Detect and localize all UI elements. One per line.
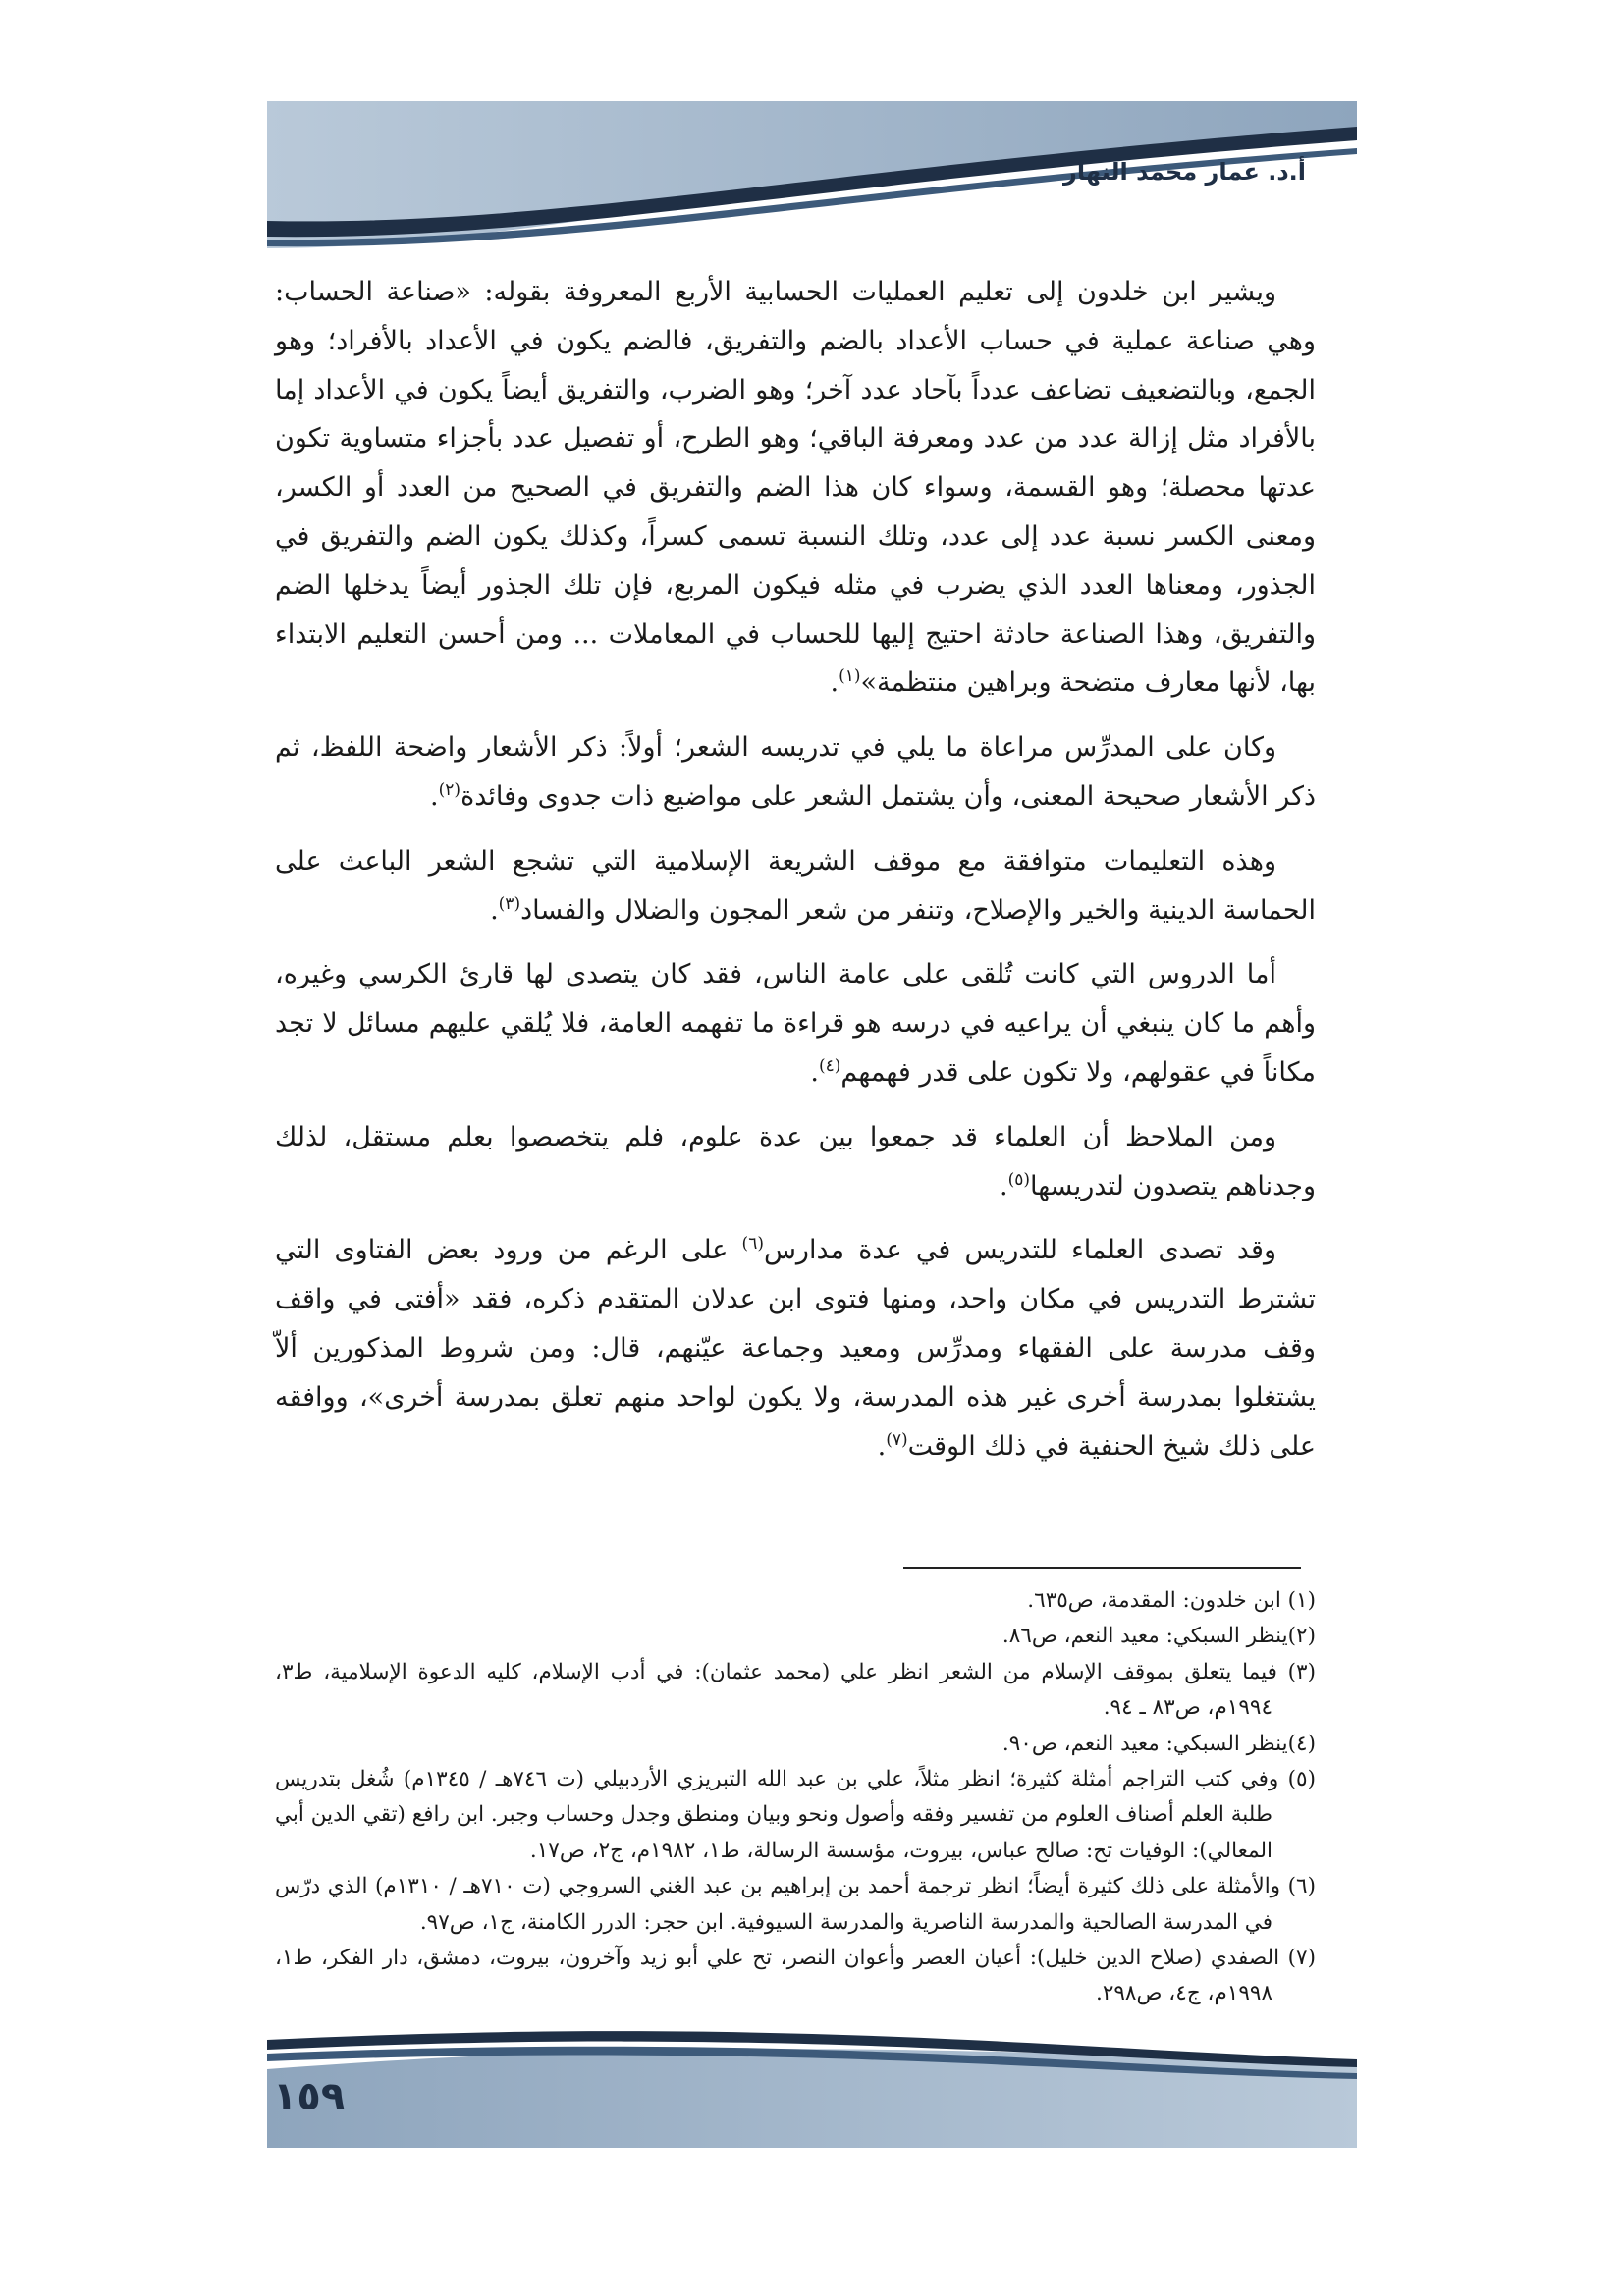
footnote: (٣) فيما يتعلق بموقف الإسلام من الشعر انظر علي (محمد عثمان): في أدب الإسلام، كليه الدعوة الإسلامية، ط٣، ١٩٩٤م، ص٨٣ ـ ٩٤. <box>275 1659 1316 1721</box>
footer-band <box>267 2020 1357 2148</box>
author-name: أ.د. عمار محمد النهار <box>1063 158 1306 186</box>
footnote-ref[interactable]: (٥) <box>1007 1169 1030 1190</box>
footnote: (٢)ينظر السبكي: معيد النعم، ص٨٦. <box>1001 1624 1316 1649</box>
footnote-ref[interactable]: (١) <box>839 667 861 687</box>
footer-wave-decoration <box>267 2020 1357 2148</box>
paragraph-text: ويشير ابن خلدون إلى تعليم العمليات الحسابية الأربع المعروفة بقوله: «صناعة الحساب: وهي صناعة عملية في حساب الأعداد بالضم والتفريق، فالضم يكون في الأعداد بالأفراد؛ وهو الجمع، وبالتضعيف تضاعف عدداً بآحاد عدد آخر؛ وهو الضرب، والتفريق أيضاً يكون في الأعداد إما بالأفراد مثل إزالة عدد من عدد ومعرفة الباقي؛ وهو الطرح، أو تفصيل عدد بأجزاء متساوية تكون عدتها محصلة؛ وهو القسمة، وسواء كان هذا الضم والتفريق في الصحيح من العدد أو الكسر، ومعنى الكسر نسبة عدد إلى عدد، وتلك النسبة تسمى كسراً، وكذلك يكون الضم والتفريق في الجذور، ومعناها العدد الذي يضرب في مثله فيكون المربع، فإن تلك الجذور أيضاً يدخلها الضم والتفريق، وهذا الصناعة حادثة احتيج إليها للحساب في المعاملات ... ومن أحسن التعليم الابتداء بها، لأنها معارف متضحة وبراهين منتظمة» <box>275 277 1317 699</box>
footnote-separator <box>903 1567 1301 1569</box>
paragraph <box>275 268 1316 708</box>
footnote: (٦) والأمثلة على ذلك كثيرة أيضاً؛ انظر ترجمة أحمد بن إبراهيم بن عبد الغني السروجي (ت ٧١٠هـ / ١٣١٠م) الذي درّس في المدرسة الصالحية والمدرسة الناصرية والمدرسة السيوفية. ابن حجر: الدرر الكامنة، ج١، ص٩٧. <box>275 1874 1316 1935</box>
paragraph-text: وهذه التعليمات متوافقة مع موقف الشريعة الإسلامية التي تشجع الشعر الباعث على الحماسة الدينية والخير والإصلاح، وتنفر من شعر المجون والضلال والفساد <box>275 845 1316 926</box>
paragraph-text: وكان على المدرِّس مراعاة ما يلي في تدريسه الشعر؛ أولاً: ذكر الأشعار واضحة اللفظ، ثم ذكر الأشعار صحيحة المعنى، وأن يشتمل الشعر على مواضيع ذات جدوى وفائدة <box>275 732 1316 812</box>
footnote-ref[interactable]: (٧) <box>886 1429 908 1450</box>
paragraph-end: . <box>877 1430 887 1462</box>
paragraph-text: على الرغم من ورود بعض الفتاوى التي تشترط التدريس في مكان واحد، ومنها فتوى ابن عدلان المتقدم ذكره، فقد «أفتى في واقف وقف مدرسة على الفقهاء ومدرِّس ومعيد وجماعة عيّنهم، قال: ومن شروط المذكورين ألاّ يشتغلوا بمدرسة أخرى غير هذه المدرسة، ولا يكون لواحد منهم تعلق بمدرسة أخرى»، ووافقه على ذلك شيخ الحنفية في ذلك الوقت <box>275 1235 1316 1462</box>
paragraph-text: وقد تصدى العلماء للتدريس في عدة مدارس <box>763 1235 1276 1266</box>
paragraph <box>275 1226 1316 1470</box>
paragraph <box>275 1113 1316 1211</box>
body-text <box>275 268 1316 1486</box>
footnote-ref[interactable]: (٣) <box>498 893 521 914</box>
header-band <box>267 101 1357 253</box>
paragraph-end: . <box>430 780 439 812</box>
paragraph-end: . <box>810 1056 819 1088</box>
footnote-ref[interactable]: (٦) <box>741 1234 764 1255</box>
paragraph-end: . <box>830 667 839 699</box>
footnote-ref[interactable]: (٤) <box>818 1055 841 1076</box>
footnotes <box>275 1583 1316 2012</box>
paragraph-text: ومن الملاحظ أن العلماء قد جمعوا بين عدة علوم، فلم يتخصصوا بعلم مستقل، لذلك وجدناهم يتصدون لتدريسها <box>275 1121 1316 1201</box>
paragraph <box>275 950 1316 1096</box>
page-frame <box>267 101 1357 2148</box>
footnote: (٧) الصفدي (صلاح الدين خليل): أعيان العصر وأعوان النصر، تح علي أبو زيد وآخرون، بيروت، دمشق، دار الفكر، ط١، ١٩٩٨م، ج٤، ص٢٩٨. <box>275 1946 1316 2006</box>
paragraph-text: أما الدروس التي كانت تُلقى على عامة الناس، فقد كان يتصدى لها قارئ الكرسي وغيره، وأهم ما كان ينبغي أن يراعيه في درسه هو قراءة ما تفهمه العامة، فلا يُلقي عليهم مسائل لا تجد مكاناً في عقولهم، ولا تكون على قدر فهمهم <box>275 959 1316 1088</box>
paragraph <box>275 723 1316 822</box>
footnote: (٥) وفي كتب التراجم أمثلة كثيرة؛ انظر مثلاً، علي بن عبد الله التبريزي الأردبيلي (ت ٧٤٦هـ / ١٣٤٥م) شُغل بتدريس طلبة العلم أصناف العلوم من تفسير وفقه وأصول ونحو وبيان ومنطق وجدل وحساب وجبر. ابن رافع (تقي الدين أبي المعالي): الوفيات تح: صالح عباس، بيروت، مؤسسة الرسالة، ط١، ١٩٨٢م، ج٢، ص١٧. <box>275 1767 1316 1863</box>
footnote: (١) ابن خلدون: المقدمة، ص٦٣٥. <box>1027 1588 1316 1613</box>
paragraph <box>275 837 1316 935</box>
page-number: ١٥٩ <box>273 2074 346 2119</box>
footnote-ref[interactable]: (٢) <box>438 779 461 800</box>
footnote: (٤)ينظر السبكي: معيد النعم، ص٩٠. <box>1001 1731 1316 1756</box>
paragraph-end: . <box>490 894 499 926</box>
paragraph-end: . <box>999 1170 1008 1201</box>
